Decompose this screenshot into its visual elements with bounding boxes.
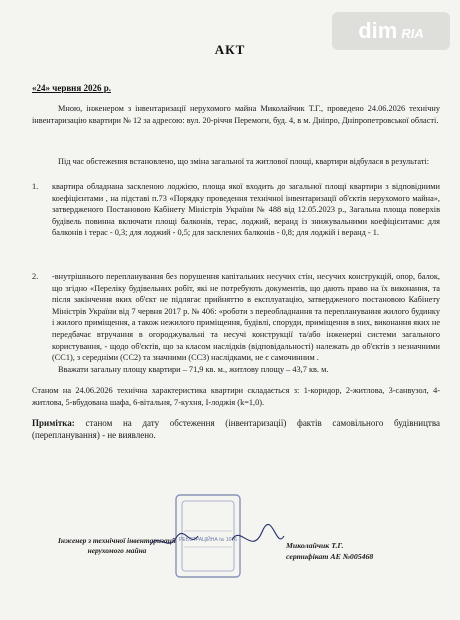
list-item-number: 2. [32, 272, 39, 281]
engineer-caption: Інженер з технічної інвентаризації нерухомого майна [58, 536, 176, 555]
findings-lead: Під час обстеження встановлено, що зміна загальної та житлової площі, квартири відбулася в результаті: [58, 157, 430, 166]
list-item-number: 1. [32, 182, 39, 191]
watermark-brand: dim [358, 18, 398, 43]
list-item-text: -внутрішнього перепланування без порушення капітальних несучих стін, несучих конструкцій, опор, балок, що згідно «Переліку будівельних робіт, які не потребують документів, що дають право на їх виконання, та після закінчення яких об'єкт не підлягає прийняттю в експлуатацію, затвердженого постановою Кабінету Міністрів України від 7 червня 2017 р. № 406: «роботи з переобладнання та перепланування жилого будинку і жилого приміщення, а також нежилого приміщення, будівлі, споруди, приміщення в них, виконання яких не передбачає втручання в огороджувальні та несучі конструкції та/або інженерні системи загального користування, - щодо об'єктів, що за класом наслідків (відповідальності) належать до об'єктів з незначними (СС1), з середніми (СС2) та значними (СС3) наслідками, не є самочинним . [52, 272, 440, 363]
signer-certificate: сертифікат АЕ №005468 [286, 551, 374, 561]
area-statement: Вважати загальну площу квартири – 71,9 кв. м., житлову площу – 43,7 кв. м. [58, 365, 329, 374]
stamp-label: РЕЄСТРАЦІЙНА № 1076 [179, 537, 237, 543]
apartment-composition: Станом на 24.06.2026 технічна характеристика квартири складається з: 1-коридор, 2-житлова, 3-санвузол, 4-житлова, 5-вбудована шафа, 6-вітальня, 7-кухня, I-лоджія (k=1,0). [32, 386, 440, 407]
signer-name: Миколайчик Т.Г. [286, 541, 344, 550]
document-date: «24» червня 2026 р. [32, 83, 111, 93]
watermark-sub: RIA [401, 25, 424, 41]
signer-signature [232, 524, 284, 541]
list-item-text: квартира обладнана заскленою лоджією, площа якої входить до загальної площі квартири з відповідними коефіцієнтами , на підставі п.73 «Порядку проведення технічної інвентаризації об'єктів нерухомого майна», затвердженого Постановою Кабінету Міністрів України № 488 від 12.05.2023 р., Загальна площа поверхів будівель повинна включати площі балконів, терас, лоджий, веранд із знижувальними коефіцієнтами: для балконів і терас - 0,3; для лоджий - 0,5; для засклених балконів - 0,8; для лоджій і веранд - 1. [52, 182, 440, 238]
engineer-signature [150, 533, 198, 545]
intro-paragraph: Мною, інженером з інвентаризації нерухомого майна Миколайчик Т.Г., проведено 24.06.2026 технічну інвентаризацію квартири № 12 за адресою: вул. 20-річчя Перемоги, буд. 4, в м. Дніпро, Дніпропетровської області. [32, 104, 440, 125]
note-label: Примітка: [32, 418, 75, 428]
document-title: АКТ [214, 42, 246, 57]
note-text: станом на дату обстеження (інвентаризації) фактів самовільного будівництва (перепланування) - не виявлено. [32, 418, 440, 441]
